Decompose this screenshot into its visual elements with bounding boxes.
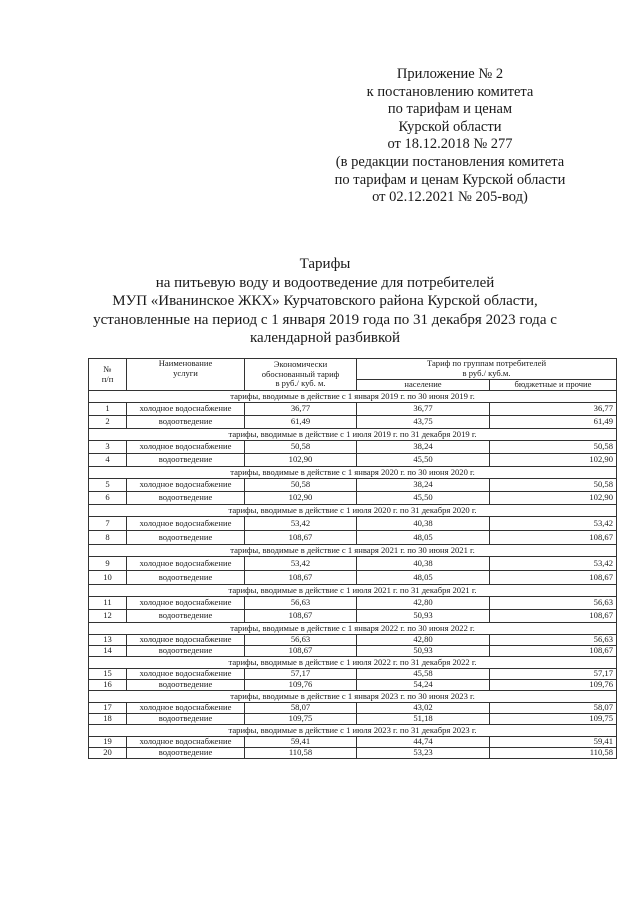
service-name: холодное водоснабжение: [127, 479, 245, 492]
period-label: тарифы, вводимые в действие с 1 января 2019 г. по 30 июня 2019 г.: [89, 391, 617, 403]
service-name: водоотведение: [127, 531, 245, 545]
economic-tariff-value: 57,17: [245, 669, 357, 680]
row-number: 14: [89, 646, 127, 657]
header-population: население: [357, 380, 490, 391]
population-tariff-value: 54,24: [357, 680, 490, 691]
table-row: [89, 571, 617, 585]
population-tariff-value: 51,18: [357, 714, 490, 725]
period-label: тарифы, вводимые в действие с 1 января 2020 г. по 30 июня 2020 г.: [89, 467, 617, 479]
table-row: [89, 748, 617, 759]
economic-tariff-value: 108,67: [245, 571, 357, 585]
economic-tariff-value: 108,67: [245, 646, 357, 657]
title-line: на питьевую воду и водоотведение для потребителей: [155, 274, 495, 291]
population-tariff-value: 48,05: [357, 571, 490, 585]
economic-tariff-value: 108,67: [245, 610, 357, 623]
economic-tariff-value: 102,90: [245, 454, 357, 467]
economic-tariff-value: 102,90: [245, 492, 357, 505]
header-economic-tariff: Экономически обоснованный тариф в руб./ куб. м.: [245, 359, 357, 391]
budget-tariff-value: 53,42: [490, 557, 617, 571]
period-row: [89, 725, 617, 737]
service-name: водоотведение: [127, 714, 245, 725]
row-number: 12: [89, 610, 127, 623]
budget-tariff-value: 56,63: [490, 597, 617, 610]
period-label: тарифы, вводимые в действие с 1 июля 2020 г. по 31 декабря 2020 г.: [89, 505, 617, 517]
economic-tariff-value: 36,77: [245, 403, 357, 416]
budget-tariff-value: 61,49: [490, 416, 617, 429]
period-label: тарифы, вводимые в действие с 1 января 2022 г. по 30 июня 2022 г.: [89, 623, 617, 635]
budget-tariff-value: 102,90: [490, 492, 617, 505]
title-line: МУП «Иванинское ЖКХ» Курчатовского района Курской области,: [112, 293, 538, 309]
appendix-line: по тарифам и ценам Курской области: [334, 171, 566, 188]
table-row: [89, 403, 617, 416]
title-line: Тарифы: [299, 256, 351, 272]
service-name: водоотведение: [127, 646, 245, 657]
population-tariff-value: 45,58: [357, 669, 490, 680]
table-row: [89, 597, 617, 610]
title-line: календарной разбивкой: [250, 330, 400, 346]
budget-tariff-value: 110,58: [490, 748, 617, 759]
budget-tariff-value: 59,41: [490, 737, 617, 748]
economic-tariff-value: 53,42: [245, 517, 357, 531]
period-row: [89, 623, 617, 635]
period-row: [89, 545, 617, 557]
table-row: [89, 680, 617, 691]
table-row: [89, 610, 617, 623]
population-tariff-value: 42,80: [357, 635, 490, 646]
period-label: тарифы, вводимые в действие с 1 июля 2022 г. по 31 декабря 2022 г.: [89, 657, 617, 669]
row-number: 3: [89, 441, 127, 454]
table-row: [89, 454, 617, 467]
budget-tariff-value: 108,67: [490, 531, 617, 545]
header-consumer-groups: Тариф по группам потребителей в руб./ куб.м.: [357, 359, 617, 380]
economic-tariff-value: 56,63: [245, 635, 357, 646]
row-number: 6: [89, 492, 127, 505]
period-row: [89, 429, 617, 441]
service-name: холодное водоснабжение: [127, 403, 245, 416]
service-name: холодное водоснабжение: [127, 635, 245, 646]
population-tariff-value: 50,93: [357, 646, 490, 657]
appendix-line: от 18.12.2018 № 277: [387, 136, 513, 153]
row-number: 1: [89, 403, 127, 416]
population-tariff-value: 40,38: [357, 517, 490, 531]
appendix-line: Приложение № 2: [396, 66, 504, 82]
population-tariff-value: 45,50: [357, 492, 490, 505]
population-tariff-value: 38,24: [357, 479, 490, 492]
economic-tariff-value: 56,63: [245, 597, 357, 610]
service-name: холодное водоснабжение: [127, 517, 245, 531]
tariffs-body: [89, 391, 617, 759]
service-name: водоотведение: [127, 492, 245, 505]
budget-tariff-value: 108,67: [490, 646, 617, 657]
population-tariff-value: 44,74: [357, 737, 490, 748]
budget-tariff-value: 36,77: [490, 403, 617, 416]
budget-tariff-value: 108,67: [490, 571, 617, 585]
economic-tariff-value: 58,07: [245, 703, 357, 714]
service-name: холодное водоснабжение: [127, 669, 245, 680]
period-row: [89, 391, 617, 403]
row-number: 11: [89, 597, 127, 610]
row-number: 10: [89, 571, 127, 585]
header-num: № п/п: [89, 359, 127, 391]
title-line: установленные на период с 1 января 2019 года по 31 декабря 2023 года с: [93, 311, 557, 328]
economic-tariff-value: 61,49: [245, 416, 357, 429]
row-number: 4: [89, 454, 127, 467]
economic-tariff-value: 110,58: [245, 748, 357, 759]
appendix-block: [300, 66, 600, 207]
budget-tariff-value: 50,58: [490, 441, 617, 454]
service-name: холодное водоснабжение: [127, 441, 245, 454]
economic-tariff-value: 59,41: [245, 737, 357, 748]
population-tariff-value: 36,77: [357, 403, 490, 416]
appendix-line: Курской области: [398, 118, 502, 135]
header-service-name: Наименование услуги: [127, 359, 245, 391]
population-tariff-value: 50,93: [357, 610, 490, 623]
service-name: водоотведение: [127, 416, 245, 429]
appendix-line: от 02.12.2021 № 205-вод): [372, 189, 528, 206]
period-row: [89, 657, 617, 669]
row-number: 16: [89, 680, 127, 691]
row-number: 15: [89, 669, 127, 680]
row-number: 8: [89, 531, 127, 545]
service-name: водоотведение: [127, 454, 245, 467]
period-label: тарифы, вводимые в действие с 1 июля 2021 г. по 31 декабря 2021 г.: [89, 585, 617, 597]
table-row: [89, 531, 617, 545]
row-number: 20: [89, 748, 127, 759]
population-tariff-value: 42,80: [357, 597, 490, 610]
table-row: [89, 416, 617, 429]
document-title: [60, 255, 590, 348]
population-tariff-value: 43,75: [357, 416, 490, 429]
row-number: 18: [89, 714, 127, 725]
budget-tariff-value: 50,58: [490, 479, 617, 492]
service-name: холодное водоснабжение: [127, 703, 245, 714]
budget-tariff-value: 58,07: [490, 703, 617, 714]
appendix-line: по тарифам и ценам: [387, 101, 513, 118]
appendix-line: (в редакции постановления комитета: [335, 153, 565, 170]
population-tariff-value: 48,05: [357, 531, 490, 545]
budget-tariff-value: 57,17: [490, 669, 617, 680]
budget-tariff-value: 109,75: [490, 714, 617, 725]
economic-tariff-value: 53,42: [245, 557, 357, 571]
economic-tariff-value: 109,76: [245, 680, 357, 691]
table-row: [89, 441, 617, 454]
economic-tariff-value: 50,58: [245, 479, 357, 492]
population-tariff-value: 38,24: [357, 441, 490, 454]
service-name: водоотведение: [127, 680, 245, 691]
row-number: 5: [89, 479, 127, 492]
service-name: водоотведение: [127, 571, 245, 585]
population-tariff-value: 43,02: [357, 703, 490, 714]
row-number: 13: [89, 635, 127, 646]
row-number: 17: [89, 703, 127, 714]
table-row: [89, 703, 617, 714]
period-label: тарифы, вводимые в действие с 1 июля 2023 г. по 31 декабря 2023 г.: [89, 725, 617, 737]
economic-tariff-value: 109,75: [245, 714, 357, 725]
service-name: водоотведение: [127, 610, 245, 623]
population-tariff-value: 53,23: [357, 748, 490, 759]
period-row: [89, 691, 617, 703]
period-row: [89, 467, 617, 479]
budget-tariff-value: 109,76: [490, 680, 617, 691]
budget-tariff-value: 53,42: [490, 517, 617, 531]
table-row: [89, 517, 617, 531]
population-tariff-value: 45,50: [357, 454, 490, 467]
table-row: [89, 669, 617, 680]
table-row: [89, 646, 617, 657]
table-row: [89, 714, 617, 725]
table-row: [89, 557, 617, 571]
header-budget: бюджетные и прочие: [490, 380, 617, 391]
economic-tariff-value: 50,58: [245, 441, 357, 454]
budget-tariff-value: 102,90: [490, 454, 617, 467]
table-row: [89, 737, 617, 748]
service-name: холодное водоснабжение: [127, 557, 245, 571]
budget-tariff-value: 108,67: [490, 610, 617, 623]
table-row: [89, 635, 617, 646]
row-number: 2: [89, 416, 127, 429]
service-name: водоотведение: [127, 748, 245, 759]
row-number: 9: [89, 557, 127, 571]
economic-tariff-value: 108,67: [245, 531, 357, 545]
service-name: холодное водоснабжение: [127, 737, 245, 748]
table-row: [89, 479, 617, 492]
period-row: [89, 585, 617, 597]
service-name: холодное водоснабжение: [127, 597, 245, 610]
tariffs-table: [88, 358, 617, 759]
appendix-line: к постановлению комитета: [366, 83, 534, 100]
population-tariff-value: 40,38: [357, 557, 490, 571]
period-label: тарифы, вводимые в действие с 1 июля 2019 г. по 31 декабря 2019 г.: [89, 429, 617, 441]
row-number: 19: [89, 737, 127, 748]
period-label: тарифы, вводимые в действие с 1 января 2023 г. по 30 июня 2023 г.: [89, 691, 617, 703]
budget-tariff-value: 56,63: [490, 635, 617, 646]
table-row: [89, 492, 617, 505]
period-row: [89, 505, 617, 517]
row-number: 7: [89, 517, 127, 531]
period-label: тарифы, вводимые в действие с 1 января 2021 г. по 30 июня 2021 г.: [89, 545, 617, 557]
